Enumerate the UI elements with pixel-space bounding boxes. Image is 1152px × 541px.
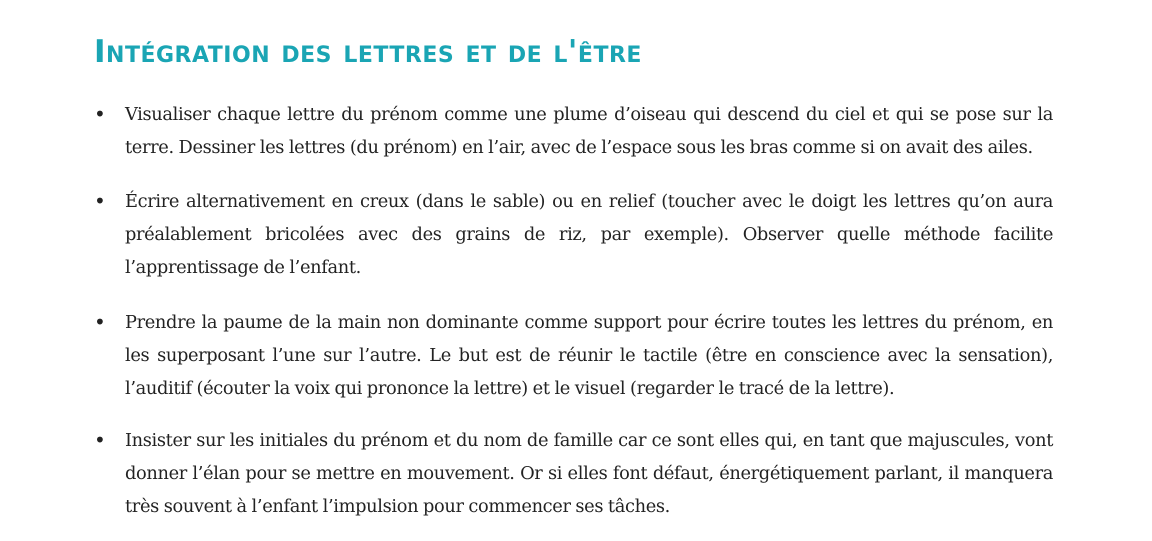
list-item-text: Prendre la paume de la main non dominante comme support pour écrire toutes les lettres du prénom, en les superposant l’une sur l’autre. Le but est de réunir le tactile (être en conscience avec la sensation), l’auditif (écouter la voix qui prononce la lettre) et le visuel (regarder le tracé de la lettre). [125,312,1053,399]
bullet-icon: • [94,310,106,334]
bullet-icon: • [94,189,106,213]
list-item-text: Écrire alternativement en creux (dans le sable) ou en relief (toucher avec le doigt les lettres qu’on aura préalablement bricolées avec des grains de riz, par exemple). Observer quelle méthode facilite l’apprentissage de l’enfant. [125,191,1053,278]
bullet-icon: • [94,102,106,126]
section-title: Intégration des lettres et de l'être [94,34,642,70]
list-item-text: Insister sur les initiales du prénom et du nom de famille car ce sont elles qui, en tant que majuscules, vont donner l’élan pour se mettre en mouvement. Or si elles font défaut, énergétiquement parlant, il manquera très souvent à l’enfant l’impulsion pour commencer ses tâches. [125,430,1053,517]
list-item-text: Visualiser chaque lettre du prénom comme une plume d’oiseau qui descend du ciel et qui se pose sur la terre. Dessiner les lettres (du prénom) en l’air, avec de l’espace sous les bras comme si on avait des ailes. [125,104,1053,158]
bullet-icon: • [94,428,106,452]
